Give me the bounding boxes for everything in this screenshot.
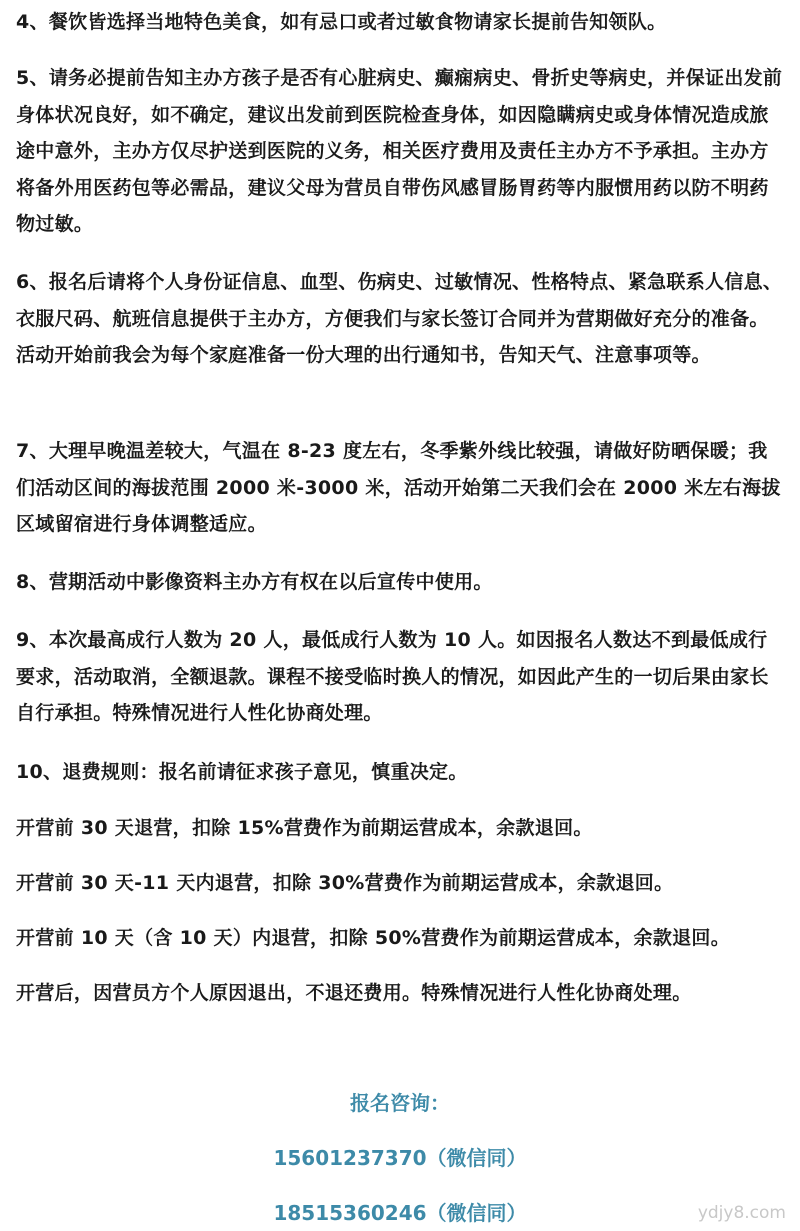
paragraph-8-media-rights: 8、营期活动中影像资料主办方有权在以后宣传中使用。 <box>16 571 493 593</box>
refund-rule-after-start: 开营后，因营员方个人原因退出，不退还费用。特殊情况进行人性化协商处理。 <box>16 982 692 1004</box>
paragraph-5-health: 5、请务必提前告知主办方孩子是否有心脏病史、癫痫病史、骨折史等病史，并保证出发前身体状况良好，如不确定，建议出发前到医院检查身体，如因隐瞒病史或身体情况造成旅途中意外，主办方仅尽护送到医院的义务，相关医疗费用及责任主办方不予承担。主办方将备外用医药包等必需品，建议父母为营员自带伤风感冒肠胃药等内服惯用药以防不明药物过敏。 <box>16 67 783 235</box>
paragraph-4-dining: 4、餐饮皆选择当地特色美食，如有忌口或者过敏食物请家长提前告知领队。 <box>16 11 667 33</box>
contact-phone-2: 18515360246（微信同） <box>273 1201 527 1225</box>
contact-heading: 报名咨询： <box>350 1091 450 1115</box>
refund-rule-10-days: 开营前 10 天（含 10 天）内退营，扣除 50%营费作为前期运营成本，余款退回。 <box>16 927 731 949</box>
contact-phone-1: 15601237370（微信同） <box>273 1146 527 1170</box>
site-watermark: ydjy8.com <box>697 1203 786 1223</box>
paragraph-9-group-size: 9、本次最高成行人数为 20 人，最低成行人数为 10 人。如因报名人数达不到最低成行要求，活动取消，全额退款。课程不接受临时换人的情况，如因此产生的一切后果由家长自行承担。特殊情况进行人性化协商处理。 <box>16 629 769 724</box>
paragraph-7-weather: 7、大理早晚温差较大，气温在 8-23 度左右，冬季紫外线比较强，请做好防晒保暖；我们活动区间的海拔范围 2000 米-3000 米，活动开始第二天我们会在 2000 米左右海拔区域留宿进行身体调整适应。 <box>16 440 781 535</box>
refund-rule-30-days: 开营前 30 天退营，扣除 15%营费作为前期运营成本，余款退回。 <box>16 817 593 839</box>
paragraph-6-registration-info: 6、报名后请将个人身份证信息、血型、伤病史、过敏情况、性格特点、紧急联系人信息、衣服尺码、航班信息提供于主办方，方便我们与家长签订合同并为营期做好充分的准备。活动开始前我会为每个家庭准备一份大理的出行通知书，告知天气、注意事项等。 <box>16 271 783 366</box>
paragraph-10-refund-rules: 10、退费规则：报名前请征求孩子意见，慎重决定。 <box>16 761 468 783</box>
refund-rule-30-to-11-days: 开营前 30 天-11 天内退营，扣除 30%营费作为前期运营成本，余款退回。 <box>16 872 674 894</box>
